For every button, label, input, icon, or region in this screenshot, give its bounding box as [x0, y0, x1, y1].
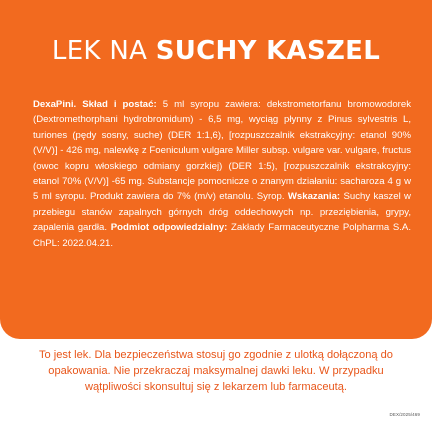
headline-light: LEK NA	[51, 36, 156, 66]
indications-heading: Wskazania:	[287, 191, 341, 203]
headline	[0, 36, 432, 66]
safety-warning: To jest lek. Dla bezpieczeństwa stosuj go zgodnie z ulotką dołączoną do opakowania. Nie przekraczaj maksymalnej dawki leku. W przypadku wątpliwości skonsultuj się z lekarzem lub farmaceutą.	[39, 349, 393, 393]
composition-heading: DexaPini. Skład i postać:	[33, 99, 157, 110]
approval-code: DEX/2025/469	[389, 412, 420, 417]
headline-bold: SUCHY KASZEL	[155, 36, 381, 66]
leaflet-text	[33, 97, 411, 251]
marketing-holder-text: Zakłady Farmaceutyczne Polpharma S.A. ChPL: 2022.04.21.	[33, 222, 411, 249]
indications-text: Suchy kaszel w przebiegu stanów zapalnych górnych dróg oddechowych np. przeziębienia, grypy, zapalenia gardła.	[33, 191, 411, 234]
composition-text: 5 ml syropu zawiera: dekstrometorfanu bromowodorek (Dextromethorphani hydrobromidum) - 6,5 mg, wyciąg płynny z Pinus sylvestris L, turiones (pędy sosny, suche) (DER 1:1,6), [rozpuszczalnik ekstrakcyjny: etanol 90% (V/V)] - 426 mg, nalewkę z Foeniculum vulgare Miller subsp. vulgare var. vulgare, fructus (owoc kopru włoskiego odmiany gorzkiej) (DER 1:5), [rozpuszczalnik ekstrakcyjny: etanol 70% (V/V)] -65 mg. Substancje pomocnicze o znanym działaniu: sacharoza 4 g w 5 ml syropu. Produkt zawiera do 7% (m/v) etanolu. Syrop.	[33, 99, 411, 203]
marketing-holder-heading: Podmiot odpowiedzialny:	[110, 222, 228, 234]
